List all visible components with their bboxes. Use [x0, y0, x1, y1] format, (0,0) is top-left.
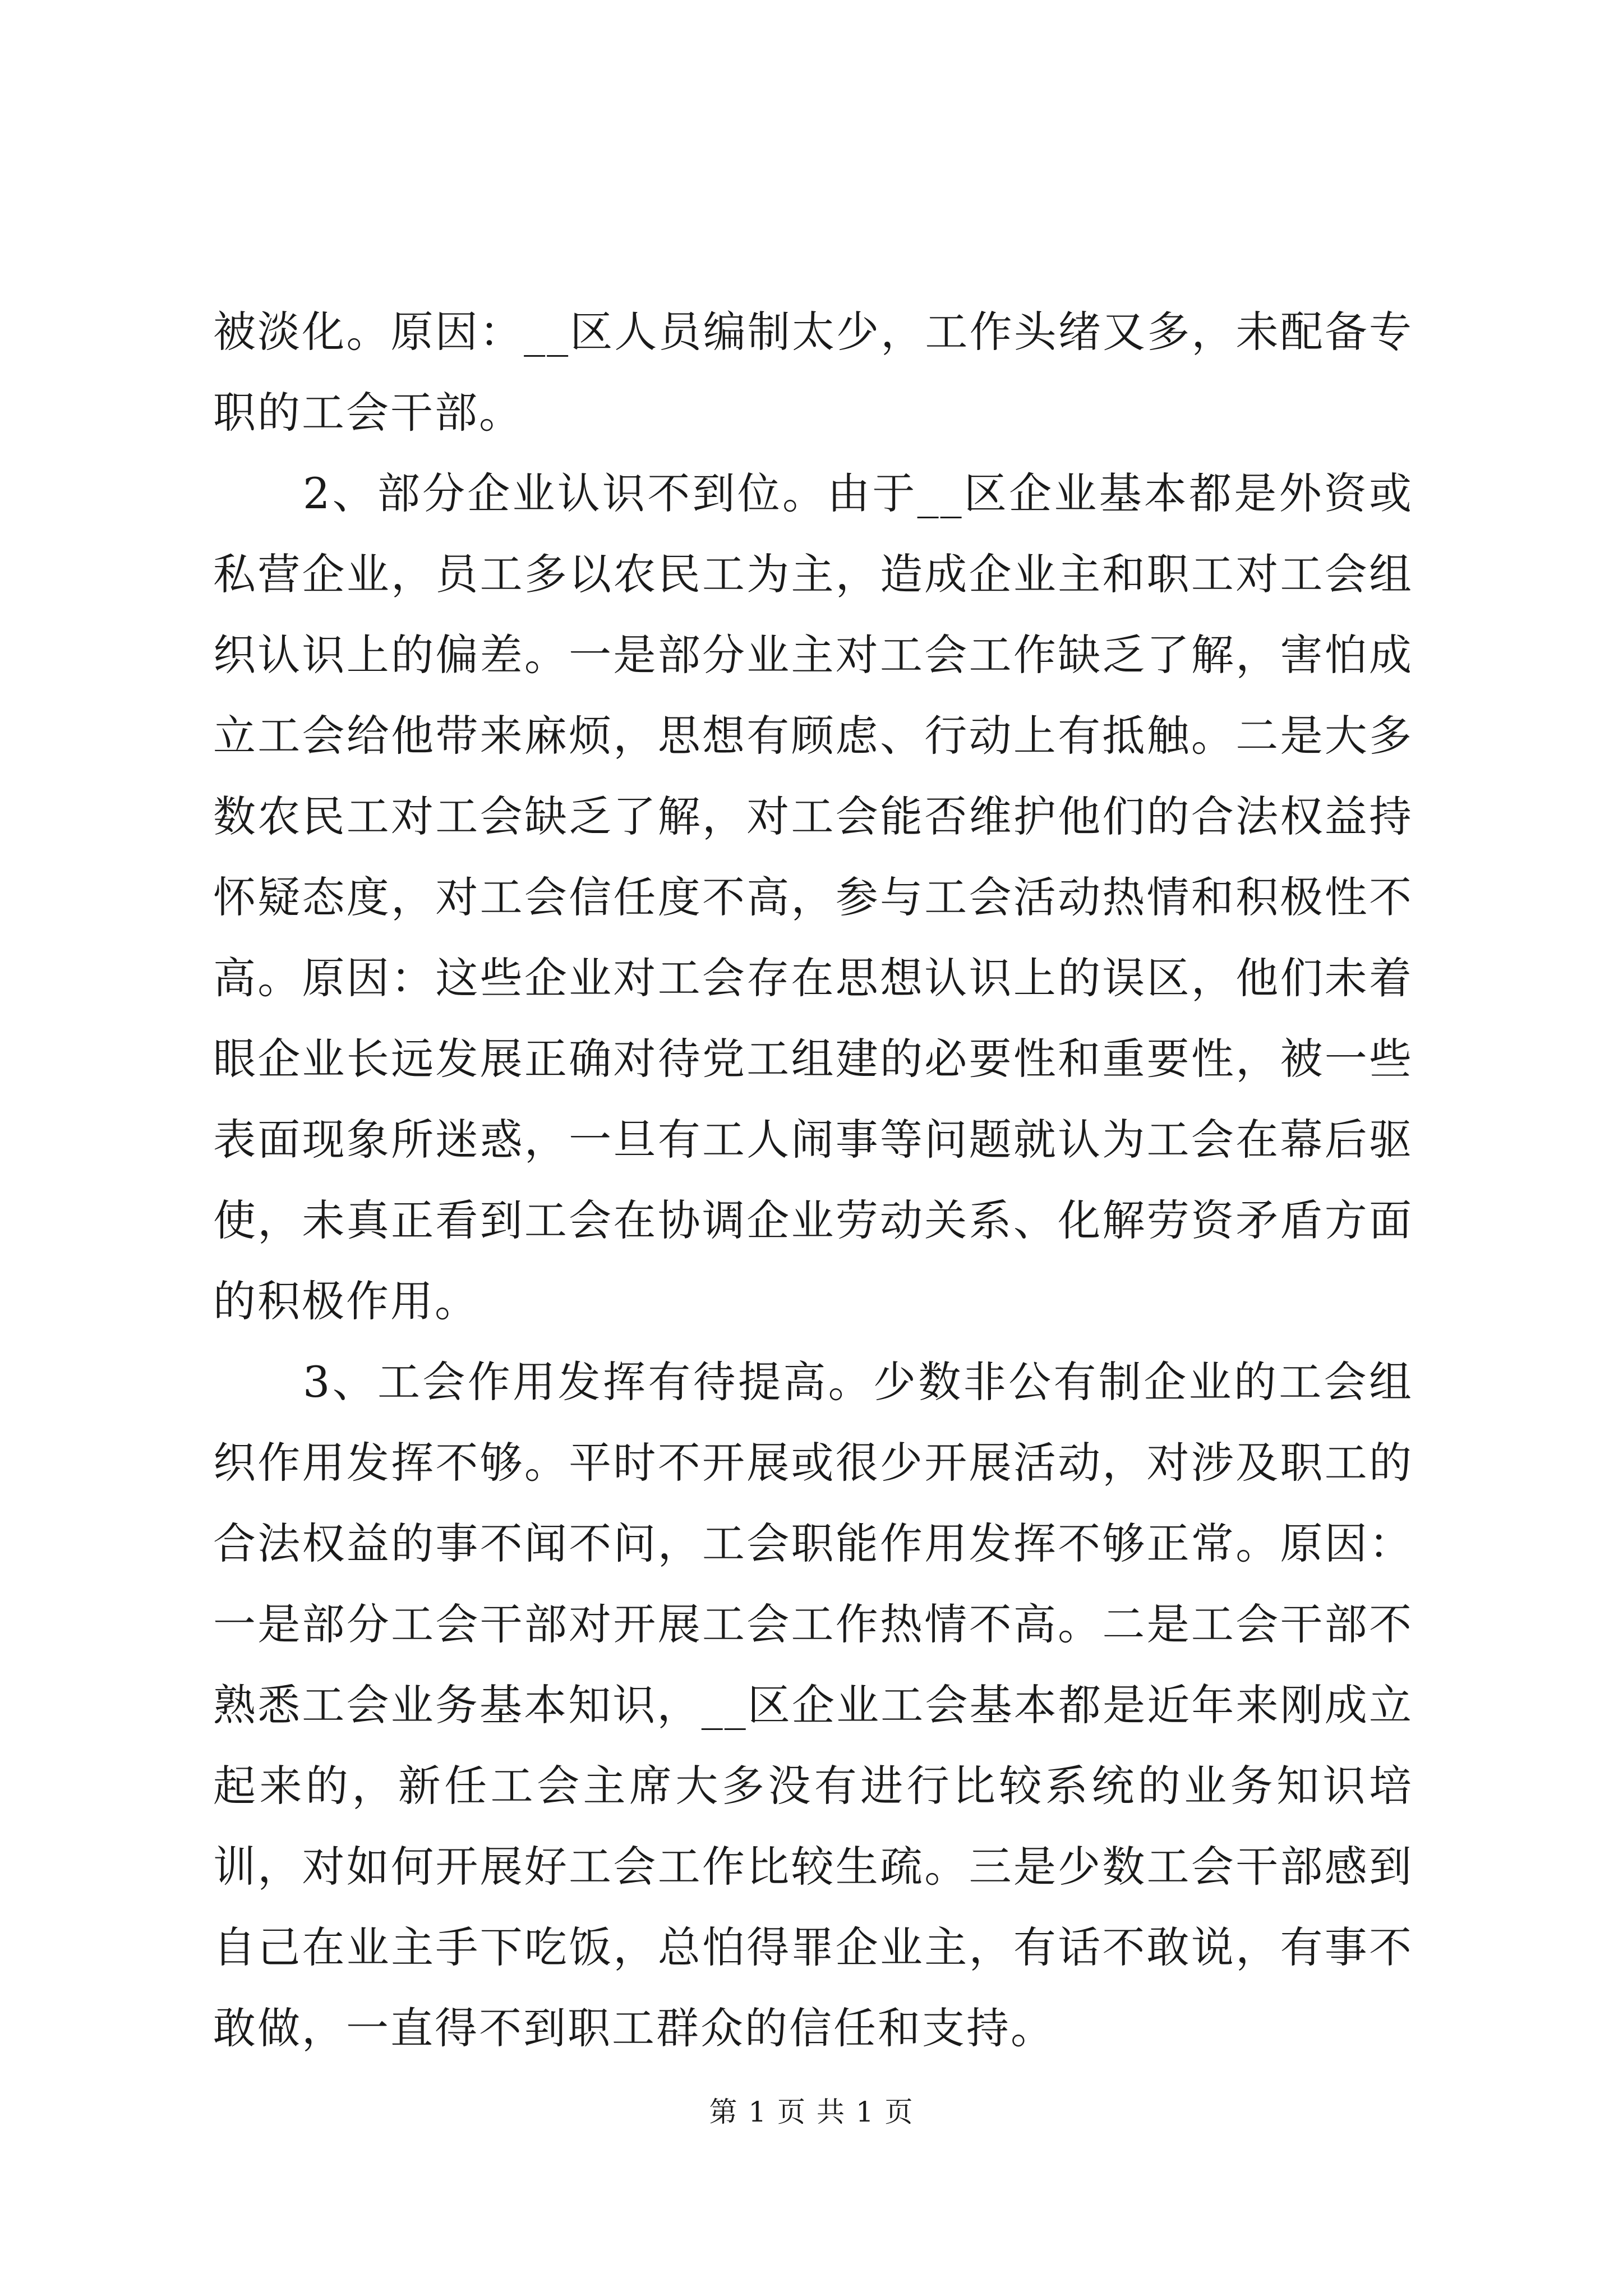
page-footer: 第 1 页 共 1 页: [709, 2096, 914, 2128]
paragraph-1: 被淡化。原因：__区人员编制太少，工作头绪又多，未配备专职的工会干部。: [213, 307, 1413, 438]
paragraph-2: 2、部分企业认识不到位。由于__区企业基本都是外资或私营企业，员工多以农民工为主，造成企业主和职工对工会组织认识上的偏差。一是部分业主对工会工作缺乏了解，害怕成立工会给他带来麻烦，思想有顾虑、行动上有抵触。二是大多数农民工对工会缺乏了解，对工会能否维护他们的合法权益持怀疑态度，对工会信任度不高，参与工会活动热情和积极性不高。原因：这些企业对工会存在思想认识上的误区，他们未着眼企业长远发展正确对待党工组建的必要性和重要性，被一些表面现象所迷惑，一旦有工人闹事等问题就认为工会在幕后驱使，未真正看到工会在协调企业劳动关系、化解劳资矛盾方面的积极作用。: [213, 468, 1413, 1326]
paragraph-3: 3、工会作用发挥有待提高。少数非公有制企业的工会组织作用发挥不够。平时不开展或很少开展活动，对涉及职工的合法权益的事不闻不问，工会职能作用发挥不够正常。原因：一是部分工会干部对开展工会工作热情不高。二是工会干部不熟悉工会业务基本知识，__区企业工会基本都是近年来刚成立起来的，新任工会主席大多没有进行比较系统的业务知识培训，对如何开展好工会工作比较生疏。三是少数工会干部感到自己在业主手下吃饭，总怕得罪企业主，有话不敢说，有事不敢做，一直得不到职工群众的信任和支持。: [213, 1357, 1413, 2053]
document-body: [213, 292, 1413, 2069]
